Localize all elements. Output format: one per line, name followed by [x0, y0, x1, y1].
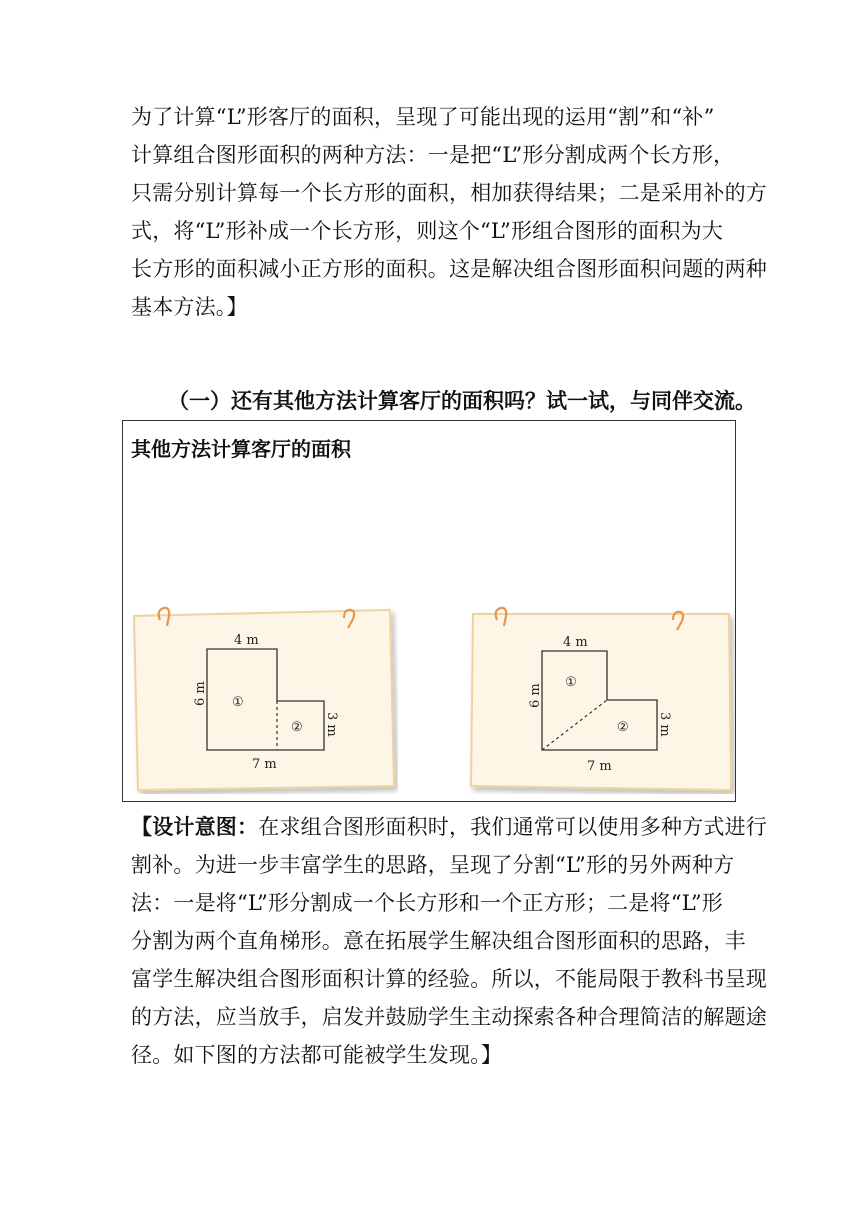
text-line: 计算组合图形面积的两种方法：一是把“L”形分割成两个长方形，	[131, 143, 735, 167]
left-dimension-label: 6 m	[193, 681, 208, 706]
region-1-label: ①	[565, 675, 577, 690]
region-2-label: ②	[291, 720, 303, 735]
section-heading: （一）还有其他方法计算客厅的面积吗？试一试，与同伴交流。	[168, 389, 756, 413]
l-shape-figure-rectangle-split	[128, 604, 398, 794]
design-intent-paragraph	[131, 808, 768, 1074]
text-line: 式，将“L”形补成一个长方形，则这个“L”形组合图形的面积为大	[131, 219, 723, 243]
text-line: 的方法，应当放手，启发并鼓励学生主动探索各种合理简洁的解题途	[131, 1005, 767, 1029]
text-line: 分割为两个直角梯形。意在拓展学生解决组合图形面积的思路，丰	[131, 929, 746, 953]
bottom-dimension-label: 7 m	[252, 757, 277, 772]
text-line: 长方形的面积减小正方形的面积。这是解决组合图形面积问题的两种	[131, 257, 767, 281]
text-line: 基本方法。】	[131, 295, 248, 319]
text-line-content: 在求组合图形面积时，我们通常可以使用多种方式进行	[258, 815, 768, 839]
region-2-label: ②	[617, 720, 629, 735]
bottom-dimension-label: 7 m	[587, 759, 612, 774]
region-1-label: ①	[232, 695, 244, 710]
text-line: 富学生解决组合图形面积计算的经验。所以，不能局限于教科书呈现	[131, 967, 767, 991]
l-shape-figure-trapezoid-split	[467, 604, 735, 794]
design-intent-lead: 【设计意图：	[131, 815, 259, 839]
figure-box	[122, 420, 736, 802]
intro-paragraph	[131, 98, 767, 326]
right-dimension-label: 3 m	[657, 712, 672, 737]
top-dimension-label: 4 m	[234, 633, 259, 648]
text-line: 割补。为进一步丰富学生的思路，呈现了分割“L”形的另外两种方	[131, 853, 735, 877]
text-line: 法：一是将“L”形分割成一个长方形和一个正方形；二是将“L”形	[131, 891, 723, 915]
top-dimension-label: 4 m	[563, 635, 588, 650]
text-line: 径。如下图的方法都可能被学生发现。】	[131, 1043, 503, 1067]
left-dimension-label: 6 m	[528, 683, 543, 708]
text-line: 为了计算“L”形客厅的面积，呈现了可能出现的运用“割”和“补”	[131, 105, 715, 129]
text-line	[131, 808, 768, 846]
figure-box-title: 其他方法计算客厅的面积	[131, 437, 351, 461]
right-dimension-label: 3 m	[324, 712, 339, 737]
text-line: 只需分别计算每一个长方形的面积，相加获得结果；二是采用补的方	[131, 181, 767, 205]
